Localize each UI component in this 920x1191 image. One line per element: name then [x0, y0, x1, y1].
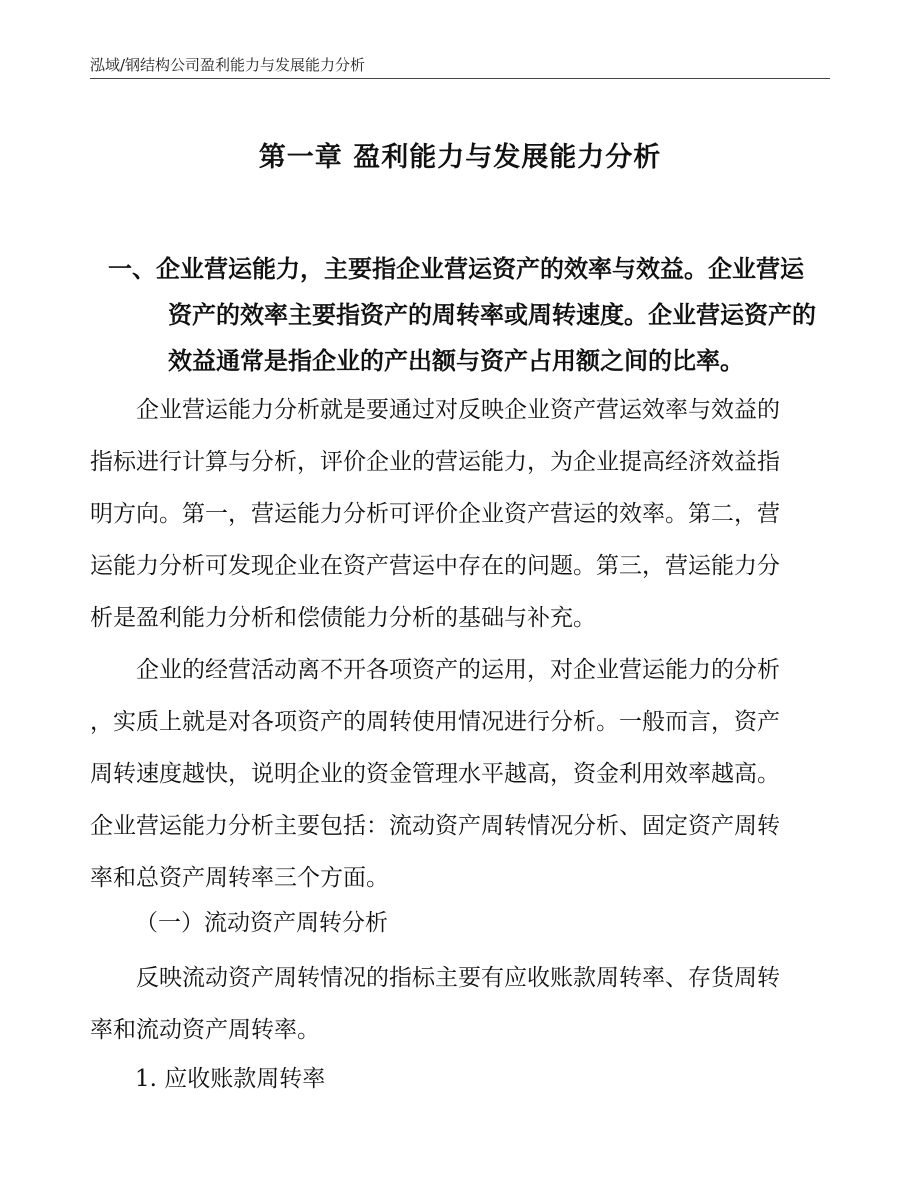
paragraph-line: 明方向。第一，营运能力分析可评价企业资产营运的效率。第二，营	[90, 501, 780, 527]
paragraph-line: 企业的经营活动离不开各项资产的运用，对企业营运能力的分析	[90, 657, 780, 683]
paragraph	[90, 644, 835, 904]
paragraph-line: 运能力分析可发现企业在资产营运中存在的问题。第三，营运能力分	[90, 553, 780, 579]
chapter-title: 第一章 盈利能力与发展能力分析	[258, 142, 662, 173]
paragraph	[90, 384, 835, 644]
section-heading-line: 一、企业营运能力，主要指企业营运资产的效率与效益。企业营运	[108, 255, 804, 283]
section-heading-line: 资产的效率主要指资产的周转率或周转速度。企业营运资产的	[168, 301, 816, 329]
numbered-item: 1. 应收账款周转率	[135, 1066, 326, 1092]
subsection-heading: （一）流动资产周转分析	[135, 910, 388, 936]
paragraph-line: 析是盈利能力分析和偿债能力分析的基础与补充。	[90, 605, 596, 631]
paragraph-line: 率和流动资产周转率。	[90, 1017, 320, 1043]
paragraph-line: 反映流动资产周转情况的指标主要有应收账款周转率、存货周转	[90, 965, 780, 991]
paragraph-line: 指标进行计算与分析，评价企业的营运能力，为企业提高经济效益指	[90, 449, 780, 475]
header-divider	[90, 78, 830, 79]
section-heading	[108, 246, 838, 384]
paragraph-line: 周转速度越快，说明企业的资金管理水平越高，资金利用效率越高。	[90, 761, 780, 787]
section-heading-line: 效益通常是指企业的产出额与资产占用额之间的比率。	[168, 347, 744, 375]
running-header: 泓域/钢结构公司盈利能力与发展能力分析	[90, 56, 366, 74]
paragraph-line: 企业营运能力分析就是要通过对反映企业资产营运效率与效益的	[90, 397, 780, 423]
paragraph-line: 企业营运能力分析主要包括：流动资产周转情况分析、固定资产周转	[90, 813, 780, 839]
paragraph	[90, 952, 835, 1056]
paragraph-line: ，实质上就是对各项资产的周转使用情况进行分析。一般而言，资产	[90, 709, 780, 735]
paragraph-line: 率和总资产周转率三个方面。	[90, 865, 389, 891]
